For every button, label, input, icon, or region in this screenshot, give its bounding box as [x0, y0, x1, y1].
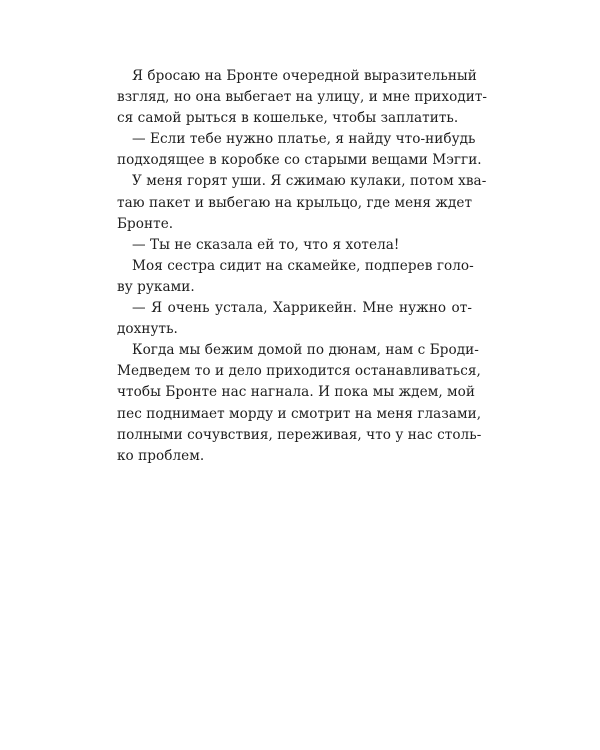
- text-line: взгляд, но она выбегает на улицу, и мне приходит-: [117, 89, 488, 106]
- text-line: Когда мы бежим домой по дюнам, нам с Броди-: [132, 342, 479, 359]
- text-line: таю пакет и выбегаю на крыльцо, где меня ждет: [117, 194, 473, 211]
- body-text: [117, 66, 488, 467]
- text-line: полными сочувствия, переживая, что у нас столь-: [117, 426, 482, 443]
- text-line: подходящее в коробке со старыми вещами Мэгги.: [117, 152, 482, 169]
- text-line: ву руками.: [117, 278, 195, 295]
- text-line: чтобы Бронте нас нагнала. И пока мы ждем, мой: [117, 384, 476, 401]
- text-line: — Я очень устала, Харрикейн. Мне нужно от-: [132, 300, 472, 317]
- text-line: Я бросаю на Бронте очередной выразительный: [132, 68, 477, 84]
- text-line: пес поднимает морду и смотрит на меня глазами,: [117, 405, 482, 422]
- text-line: Бронте.: [117, 215, 174, 232]
- text-line: дохнуть.: [117, 321, 178, 338]
- text-line: Медведем то и дело приходится останавливаться,: [117, 363, 481, 380]
- text-line: Моя сестра сидит на скамейке, подперев голо-: [132, 257, 474, 274]
- text-line: У меня горят уши. Я сжимаю кулаки, потом хва-: [132, 173, 487, 190]
- text-line: ко проблем.: [117, 447, 205, 464]
- text-line: ся самой рыться в кошельке, чтобы заплатить.: [117, 110, 459, 127]
- text-line: — Ты не сказала ей то, что я хотела!: [132, 236, 400, 253]
- text-line: — Если тебе нужно платье, я найду что-нибудь: [132, 131, 476, 148]
